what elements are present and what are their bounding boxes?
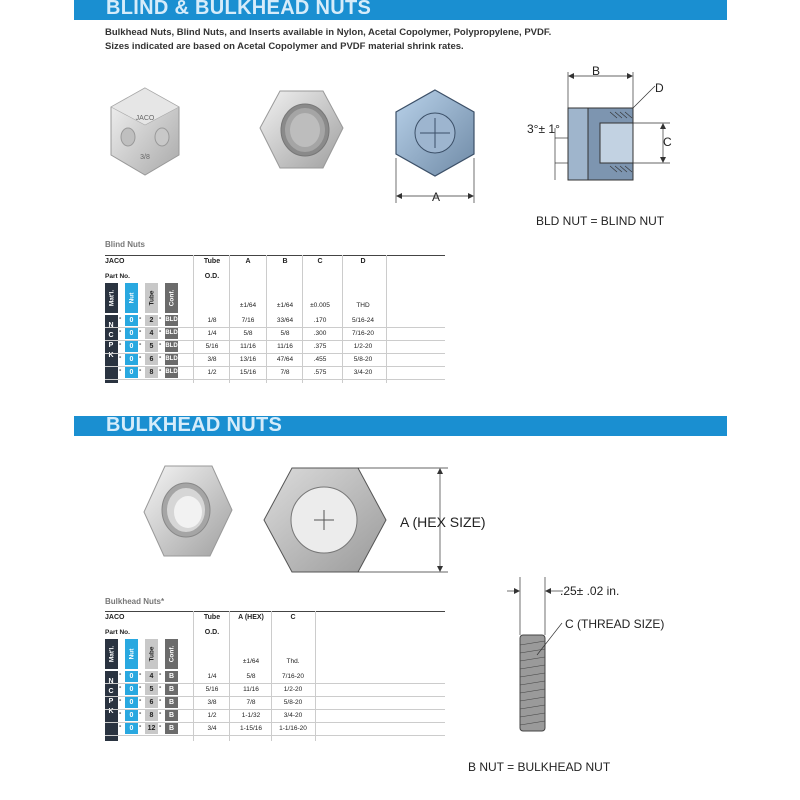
nut-marking-size: 3/8 <box>140 154 150 161</box>
a-hex-header: A (HEX) <box>238 614 264 621</box>
nut-header: Nut <box>125 283 138 313</box>
tube-code-header: Tube <box>145 639 158 669</box>
blind-nut-front-image <box>105 85 185 180</box>
jaco-header: JACO <box>105 614 125 621</box>
table-row: - 0 - 6 - BLD 3/8 13/16 47/64 .455 5/8-20 <box>105 353 445 367</box>
blind-nuts-table <box>105 255 445 385</box>
b-tolerance: ±1/64 <box>276 302 294 309</box>
table-row: - 0 - 6 - B 3/8 7/8 5/8-20 <box>105 696 445 710</box>
bulkhead-nut-side-drawing <box>505 575 565 735</box>
tube-header: Tube <box>203 258 221 265</box>
hex-size-label: A (HEX SIZE) <box>400 514 486 530</box>
bulkhead-nut-image <box>140 462 235 562</box>
matl-header: Mat'l. <box>105 639 118 669</box>
tube-code-header: Tube <box>145 283 158 313</box>
jaco-header: JACO <box>105 258 125 265</box>
intro-text <box>105 26 551 54</box>
table-row: - 0 - 12 - B 3/4 1-15/16 1-1/16-20 <box>105 722 445 736</box>
dim-d-label: D <box>655 81 664 95</box>
c-tolerance: ±0.005 <box>310 302 330 309</box>
intro-line-2: Sizes indicated are based on Acetal Copolymer and PVDF material shrink rates. <box>105 41 464 52</box>
blind-nut-back-image <box>255 88 345 178</box>
d-header: D <box>360 258 366 265</box>
table-row: - 0 - 4 - B 1/4 5/8 7/16-20 <box>105 670 445 684</box>
matl-header: Mat'l. <box>105 283 118 313</box>
table-row: - 0 - 2 - BLD 1/8 7/16 33/64 .170 5/16-24 <box>105 314 445 328</box>
a-tolerance: ±1/64 <box>239 302 257 309</box>
a-header: A <box>245 258 251 265</box>
angle-label: 3°± 1° <box>527 122 560 136</box>
thread-size-label: C (THREAD SIZE) <box>565 617 665 631</box>
c-header: C <box>317 258 323 265</box>
width-label: .25± .02 in. <box>560 584 620 598</box>
part-no-header: Part No. <box>105 629 130 636</box>
blind-nut-caption: BLD NUT = BLIND NUT <box>536 214 665 228</box>
section-banner-bulkhead <box>74 416 727 436</box>
dim-a-label: A <box>432 190 441 204</box>
c-tolerance: Thd. <box>286 658 300 665</box>
a-tolerance: ±1/64 <box>242 658 260 665</box>
section-title: BULKHEAD NUTS <box>106 414 283 436</box>
conf-header: Conf. <box>165 639 178 669</box>
material-codes: N C P K <box>108 322 114 359</box>
conf-header: Conf. <box>165 283 178 313</box>
blind-table-title: Blind Nuts <box>105 240 145 249</box>
d-tolerance: THD <box>356 302 370 309</box>
nut-marking-brand: JACO <box>135 115 155 122</box>
bulkhead-nuts-table <box>105 611 445 743</box>
table-row: - 0 - 5 - BLD 5/16 11/16 11/16 .375 1/2-20 <box>105 340 445 354</box>
c-header: C <box>290 614 296 621</box>
table-row: - 0 - 4 - BLD 1/4 5/8 5/8 .300 7/16-20 <box>105 327 445 341</box>
tube-header: Tube <box>203 614 221 621</box>
part-no-header: Part No. <box>105 273 130 280</box>
od-header: O.D. <box>204 629 220 636</box>
table-row: - 0 - 5 - B 5/16 11/16 1/2-20 <box>105 683 445 697</box>
intro-line-1: Bulkhead Nuts, Blind Nuts, and Inserts available in Nylon, Acetal Copolymer, Polypropylene, PVDF. <box>105 27 552 38</box>
bulkhead-table-title: Bulkhead Nuts* <box>105 597 165 606</box>
material-codes: N C P K <box>108 678 114 715</box>
table-row: - 0 - 8 - B 1/2 1-1/32 3/4-20 <box>105 709 445 723</box>
dim-c-label: C <box>663 135 672 149</box>
table-row: - 0 - 8 - BLD 1/2 15/16 7/8 .575 3/4-20 <box>105 366 445 380</box>
section-title: BLIND & BULKHEAD NUTS <box>106 0 372 19</box>
b-header: B <box>282 258 288 265</box>
bulkhead-caption: B NUT = BULKHEAD NUT <box>468 760 611 774</box>
nut-header: Nut <box>125 639 138 669</box>
od-header: O.D. <box>204 273 220 280</box>
dim-b-label: B <box>592 64 601 78</box>
section-banner-blind <box>74 0 727 20</box>
